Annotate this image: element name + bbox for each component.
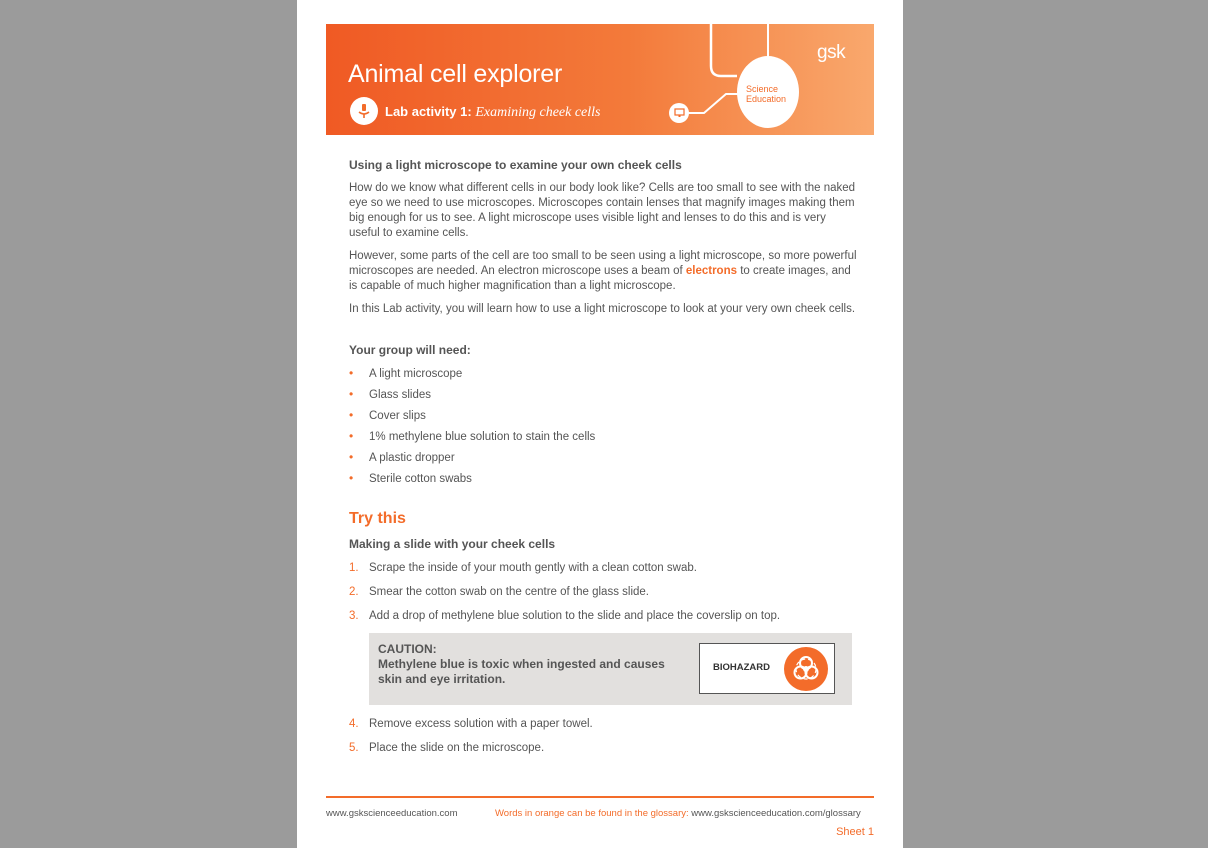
footer-divider <box>326 796 874 798</box>
list-item: • 1% methylene blue solution to stain the cells <box>349 429 596 443</box>
step-item: 1. Scrape the inside of your mouth gently with a clean cotton swab. <box>349 562 697 574</box>
intro-paragraph-3: In this Lab activity, you will learn how to use a light microscope to look at your very own cheek cells. <box>349 303 856 315</box>
activity-subtitle <box>385 104 601 121</box>
step-item: 5. Place the slide on the microscope. <box>349 742 545 754</box>
list-item: • Sterile cotton swabs <box>349 471 472 485</box>
intro-heading: Using a light microscope to examine your own cheek cells <box>349 158 682 172</box>
step-item: 2. Smear the cotton swab on the centre of the glass slide. <box>349 586 649 598</box>
step-item: 3. Add a drop of methylene blue solution to the slide and place the coverslip on top. <box>349 610 781 622</box>
glossary-link[interactable]: www.gskscienceeducation.com/glossary <box>691 808 861 819</box>
intro-paragraph-2: However, some parts of the cell are too small to be seen using a light microscope, so more powerful microscopes are needed. An electron microscope uses a beam of electrons to create images, and is capable of much higher magnification than a light microscope. <box>349 250 857 292</box>
document-page <box>297 0 903 848</box>
microscope-icon <box>350 97 378 125</box>
sheet-number: Sheet 1 <box>836 826 874 838</box>
header-banner <box>326 24 874 135</box>
main-content <box>349 158 859 765</box>
materials-heading: Your group will need: <box>349 343 471 357</box>
try-this-heading: Try this <box>349 510 406 527</box>
caution-box <box>369 633 852 705</box>
list-item: • Cover slips <box>349 408 426 422</box>
gsk-logo: gsk <box>817 42 846 63</box>
list-item: • A light microscope <box>349 366 463 380</box>
intro-paragraph-1: How do we know what different cells in our body look like? Cells are too small to see with the naked eye so we need to use microscopes. Microscopes contain lenses that magnify images making them big enough for us to see. A light microscope uses visible light and lenses to do this and is very useful to examine cells. <box>349 182 856 239</box>
steps-heading: Making a slide with your cheek cells <box>349 537 556 551</box>
science-education-label: Science Education <box>746 84 787 104</box>
materials-list <box>349 367 859 493</box>
biohazard-label: BIOHAZARD <box>713 662 770 673</box>
document-title: Animal cell explorer <box>348 60 563 88</box>
footer-website-link[interactable]: www.gskscienceeducation.com <box>326 808 458 819</box>
steps-list-2 <box>349 717 859 765</box>
activity-label: Lab activity 1: <box>385 104 472 119</box>
steps-list-1 <box>349 561 859 633</box>
caution-title: CAUTION: <box>378 642 437 656</box>
biohazard-icon <box>784 647 828 691</box>
monitor-icon <box>669 103 689 123</box>
list-item: • Glass slides <box>349 387 431 401</box>
activity-name: Examining cheek cells <box>475 105 601 120</box>
step-item: 4. Remove excess solution with a paper towel. <box>349 718 593 730</box>
biohazard-label-box <box>699 643 835 694</box>
footer-glossary-note: Words in orange can be found in the glossary: www.gskscienceeducation.com/glossary <box>495 808 861 819</box>
list-item: • A plastic dropper <box>349 450 455 464</box>
glossary-term-electrons[interactable]: electrons <box>685 265 738 277</box>
caution-text: Methylene blue is toxic when ingested and causes skin and eye irritation. <box>378 657 665 686</box>
